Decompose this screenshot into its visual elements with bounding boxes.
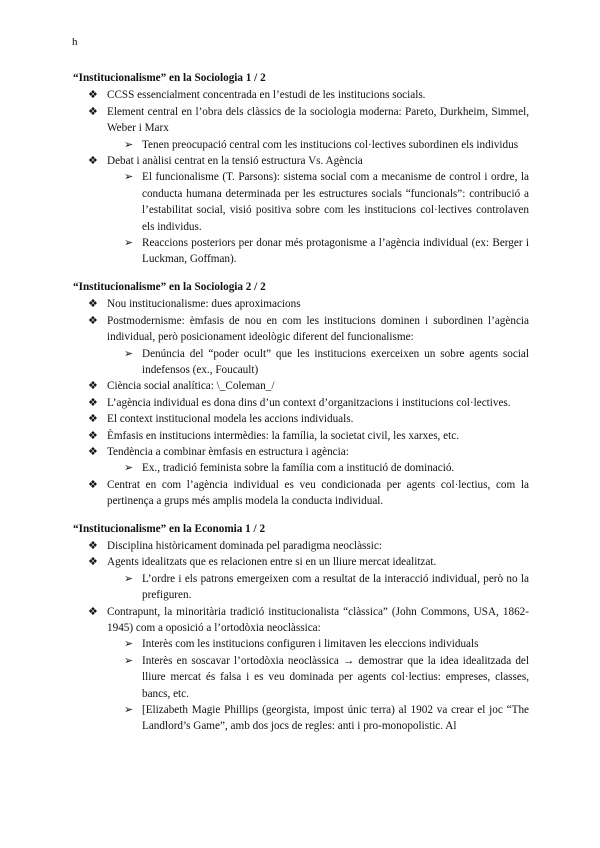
arrow-bullet-icon: ➢	[124, 462, 134, 475]
bullet-list	[73, 87, 529, 267]
sub-list-item-text: Tenen preocupació central com les institucions col·lectives subordinen els individus	[142, 138, 519, 151]
arrow-bullet-icon: ➢	[124, 638, 134, 651]
list-item-text: Ciència social analítica: \_Coleman_/	[107, 380, 275, 393]
list-item	[73, 313, 529, 346]
list-item	[73, 477, 529, 510]
sub-list-item	[73, 235, 529, 268]
list-item-text: El context institucional modela les accions individuals.	[107, 413, 354, 426]
diamond-bullet-icon: ❖	[88, 314, 98, 327]
sub-list-item-text: L’ordre i els patrons emergeixen com a resultat de la interacció individual, però no la prefiguren.	[142, 572, 529, 602]
list-item-text: Agents idealitzats que es relacionen entre si en un lliure mercat idealitzat.	[107, 556, 437, 569]
list-item	[73, 428, 529, 444]
arrow-bullet-icon: ➢	[124, 138, 134, 151]
diamond-bullet-icon: ❖	[88, 380, 98, 393]
list-item	[73, 104, 529, 137]
list-item-text: L’agència individual es dona dins d’un context d’organitzacions i institucions col·lectives.	[107, 396, 511, 409]
bullet-list	[73, 296, 529, 509]
list-item	[73, 153, 529, 169]
list-item-text: Element central en l’obra dels clàssics de la sociologia moderna: Pareto, Durkheim, Simmel, Weber i Marx	[107, 105, 529, 135]
diamond-bullet-icon: ❖	[88, 298, 98, 311]
arrow-bullet-icon: ➢	[124, 237, 134, 250]
section	[73, 279, 529, 510]
diamond-bullet-icon: ❖	[88, 105, 98, 118]
arrow-bullet-icon: ➢	[124, 654, 134, 667]
arrow-bullet-icon: ➢	[124, 347, 134, 360]
section-title: “Institucionalisme” en la Sociologia 1 / 2	[73, 72, 266, 84]
document-body	[73, 70, 529, 746]
list-item	[73, 296, 529, 312]
list-item-text: Debat i anàlisi centrat en la tensió estructura Vs. Agència	[107, 155, 363, 168]
sub-list-item	[73, 571, 529, 604]
list-item	[73, 604, 529, 637]
sub-list-item-text: Ex., tradició feminista sobre la família com a institució de dominació.	[142, 462, 455, 475]
diamond-bullet-icon: ❖	[88, 478, 98, 491]
sub-list-item	[73, 653, 529, 702]
diamond-bullet-icon: ❖	[88, 605, 98, 618]
sub-list-item-text: Reaccions posteriors per donar més protagonisme a l’agència individual (ex: Berger i Luckman, Goffman).	[142, 237, 529, 266]
sub-list-item	[73, 636, 529, 652]
list-item-text: Nou institucionalisme: dues aproximacions	[107, 298, 301, 311]
list-item	[73, 378, 529, 394]
sub-list-item-text: [Elizabeth Magie Phillips (georgista, impost únic terra) al 1902 va crear el joc “The Landlord’s Game”, amb dos jocs de regles: anti i pro-monopolistic. Al	[142, 704, 529, 733]
list-item-text: Tendència a combinar èmfasis en estructura i agència:	[107, 445, 349, 458]
diamond-bullet-icon: ❖	[88, 89, 98, 102]
bullet-list	[73, 538, 529, 735]
list-item	[73, 444, 529, 460]
list-item-text: Centrat en com l’agència individual es veu condicionada per agents col·lectius, com la pertinença a grups més amplis modela la conducta individual.	[107, 478, 529, 508]
sub-list-item-text: Interès en soscavar l’ortodòxia neoclàssica → demostrar que la idea idealitzada del lliure mercat és falsa i es veu dominada per agents col·lectius: empreses, classes, bancs, etc.	[142, 654, 529, 700]
sub-list-item	[73, 169, 529, 235]
section	[73, 70, 529, 268]
diamond-bullet-icon: ❖	[88, 396, 98, 409]
diamond-bullet-icon: ❖	[88, 429, 98, 442]
sub-list-item	[73, 137, 529, 153]
list-item	[73, 87, 529, 103]
diamond-bullet-icon: ❖	[88, 539, 98, 552]
sub-list-item-text: Interès com les institucions configuren i limitaven les eleccions individuals	[142, 638, 479, 651]
list-item	[73, 538, 529, 554]
list-item-text: Contrapunt, la minoritària tradició institucionalista “clàssica” (John Commons, USA, 1862-1945) com a oposició a l’ortodòxia neoclàssica:	[107, 605, 529, 634]
section-title: “Institucionalisme” en la Sociologia 2 / 2	[73, 280, 266, 293]
arrow-bullet-icon: ➢	[124, 704, 134, 717]
diamond-bullet-icon: ❖	[88, 556, 98, 569]
diamond-bullet-icon: ❖	[88, 413, 98, 426]
corner-text: h	[72, 36, 78, 48]
list-item	[73, 395, 529, 411]
section-title: “Institucionalisme” en la Economia 1 / 2	[73, 522, 266, 535]
diamond-bullet-icon: ❖	[88, 155, 98, 168]
sub-list-item	[73, 702, 529, 735]
arrow-bullet-icon: ➢	[124, 572, 134, 585]
sub-list-item	[73, 346, 529, 379]
list-item-text: Postmodernisme: èmfasis de nou en com les institucions dominen i subordinen l’agència individual, però posicionament ideològic diferent del funcionalisme:	[107, 314, 529, 344]
arrow-bullet-icon: ➢	[124, 171, 134, 184]
diamond-bullet-icon: ❖	[88, 445, 98, 458]
list-item-text: Èmfasis en institucions intermèdies: la família, la societat civil, les xarxes, etc.	[107, 429, 459, 442]
list-item-text: Disciplina històricament dominada pel paradigma neoclàssic:	[107, 539, 382, 552]
list-item-text: CCSS essencialment concentrada en l’estudi de les institucions socials.	[107, 89, 426, 102]
list-item	[73, 554, 529, 570]
sub-list-item-text: Denúncia del “poder ocult” que les institucions exerceixen un sobre agents social indefensos (ex., Foucault)	[142, 347, 529, 376]
sub-list-item-text: El funcionalisme (T. Parsons): sistema social com a mecanisme de control i ordre, la conducta humana determinada per les estructures socials “funcionals”: contribució a l’estabilitat social, visió positiva sobre com les institucions col·lectives controlaven els individus.	[142, 171, 529, 233]
sub-list-item	[73, 460, 529, 476]
list-item	[73, 411, 529, 427]
section	[73, 521, 529, 735]
